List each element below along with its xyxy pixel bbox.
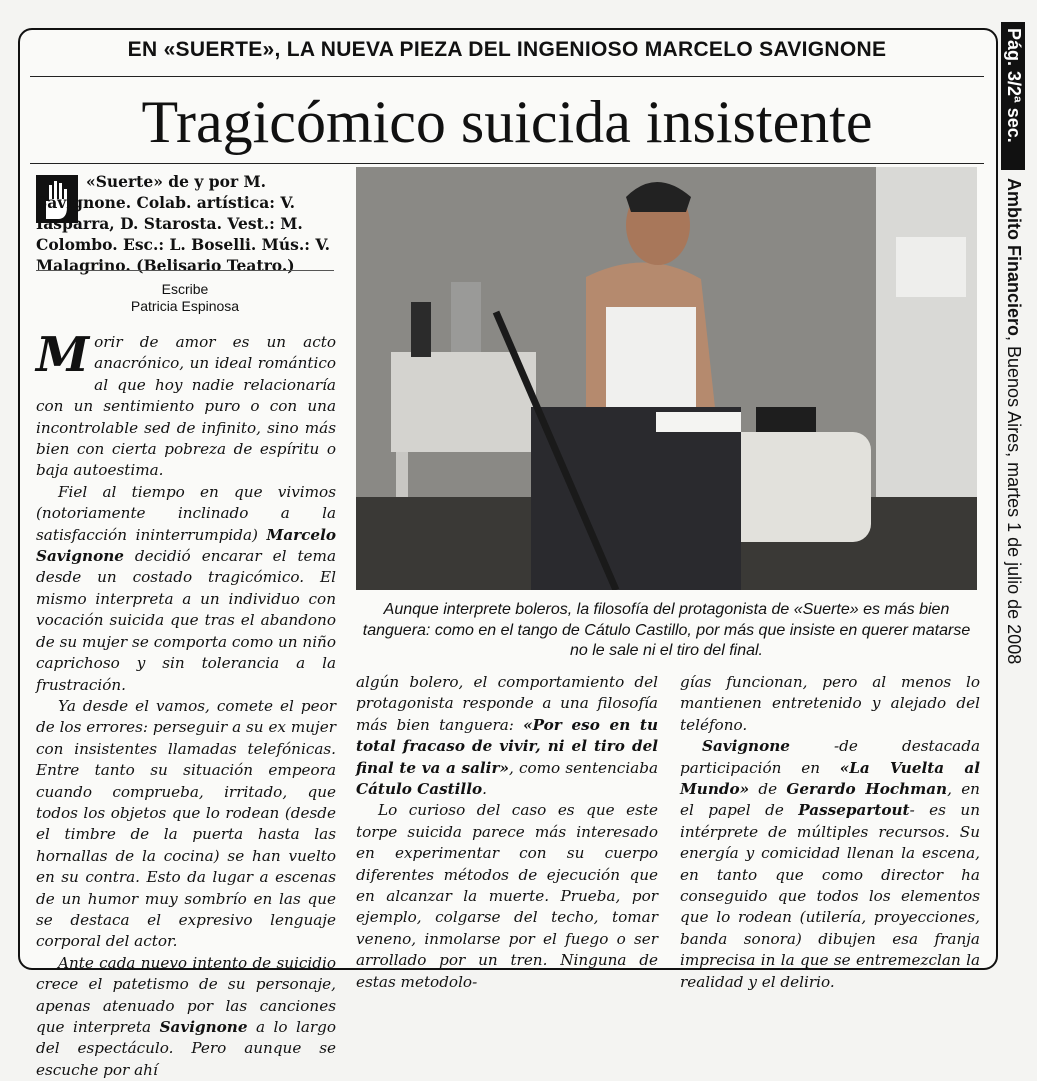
divider	[30, 76, 984, 77]
newspaper-name: Ambito Financiero	[1004, 178, 1024, 337]
paragraph: Ya desde el vamos, comete el peor de los errores: perseguir a su ex mujer con insistentes llamadas telefónicas. Entre tanto su situación empeora cuando comprueba, irritado, que todos los objetos que lo rodean (desde el timbre de la puerta hasta las hornallas de la cocina) se han vuelto en su contra. Esto da lugar a escenas de un humor muy sombrío en las que se destaca el expresivo lenguaje corporal del actor.	[36, 696, 336, 951]
dateline	[1003, 178, 1024, 664]
paragraph: Ante cada nuevo intento de suicidio crece el patetismo de su personaje, apenas atenuado por las canciones que interpreta Savignone a lo largo del espectáculo. Pero aunque se escuche por ahí	[36, 953, 337, 1079]
divider	[30, 163, 984, 164]
kicker: EN «SUERTE», LA NUEVA PIEZA DEL INGENIOSO MARCELO SAVIGNONE	[127, 38, 887, 61]
drop-cap: M	[36, 327, 90, 383]
byline-label: Escribe	[161, 281, 209, 297]
byline-author: Patricia Espinosa	[130, 298, 240, 314]
article-column-2	[356, 672, 658, 993]
article-photo	[356, 167, 977, 590]
headline: Tragicómico suicida insistente	[141, 89, 873, 155]
paragraph: algún bolero, el comportamiento del protagonista responde a una filosofía más bien tanguera: «Por eso en tu total fracaso de vivir, ni el tiro del final te va a salir», como sentenciaba Cátulo Castillo.	[356, 673, 659, 799]
date-text: , Buenos Aires, martes 1 de julio de 2008	[1004, 336, 1024, 665]
photo-caption: Aunque interprete boleros, la filosofía del protagonista de «Suerte» es más bien tanguera: como en el tango de Cátulo Castillo, por más que insiste en querer matarse no le sale ni el tiro del final.	[362, 601, 971, 659]
byline	[36, 281, 334, 315]
paragraph: Fiel al tiempo en que vivimos (notoriamente inclinado a la satisfacción ininterrumpida) Marcelo Savignone decidió encarar el tema desde un costado tragicómico. El mismo interpreta a un individuo con vocación suicida que tras el abandono de su mujer se comporta como un niño caprichoso y sin tolerancia a la frustración.	[36, 482, 336, 694]
production-credits	[36, 171, 336, 276]
article-column-3	[680, 672, 980, 993]
article-column-1	[36, 327, 337, 1081]
song-quote: «Por eso en tu total fracaso de vivir, ni el tiro del final te va a salir»	[356, 715, 658, 777]
paragraph: Savignone -de destacada participación en «La Vuelta al Mundo» de Gerardo Hochman, en el papel de Passepartout- es un intérprete de múltiples recursos. Su energía y comicidad llenan la escena, en tanto que como director ha conseguido que todos los elementos que lo rodean (utilería, proyecciones, banda sonora) dibujen esa franja imprecisa in la que se entremezclan la realidad y el delirio.	[680, 737, 980, 991]
page-number: Pág. 3/2ª sec.	[1004, 28, 1024, 143]
paragraph: Morir de amor es un acto anacrónico, un ideal romántico al que hoy nadie relacionaría con un sentimiento puro o con una incontrolable sed de infinito, sino más bien con cierta pobreza de espíritu o baja autoestima.	[36, 327, 336, 480]
paragraph: gías funcionan, pero al menos lo mantienen entretenido y alejado del teléfono.	[680, 673, 980, 734]
divider	[36, 270, 334, 271]
credits-text: «Suerte» de y por M. Savignone. Colab. artística: V. Iasparra, D. Starosta. Vest.: M. Colombo. Esc.: L. Boselli. Mús.: V. Malagrino. (Belisario Teatro.)	[36, 172, 331, 275]
paragraph: Lo curioso del caso es que este torpe suicida parece más interesado en experimentar con su cuerpo diferentes métodos de ejecución que en alcanzar la muerte. Prueba, por ejemplo, colgarse del techo, tomar veneno, inmolarse por el fuego o ser arrollado por un tren. Ninguna de estas metodolo-	[356, 801, 658, 991]
